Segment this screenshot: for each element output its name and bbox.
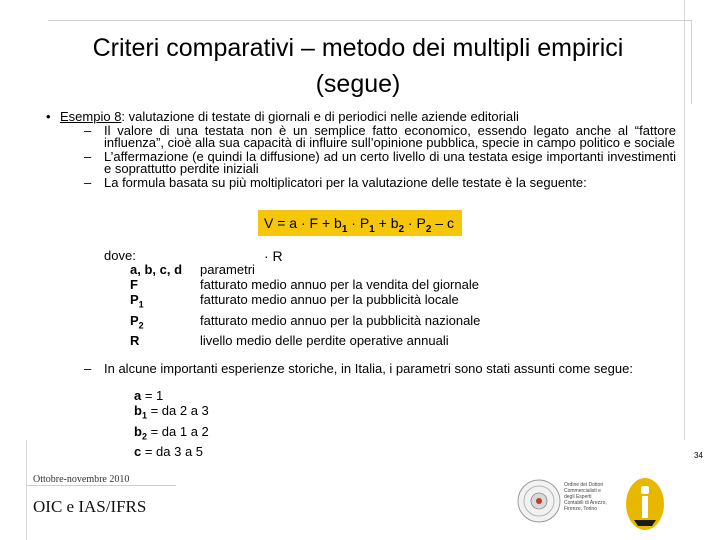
parameter-row: c = da 3 a 5 [134,444,204,460]
definition-text: fatturato medio annuo per la pubblicità nazionale [200,312,481,328]
page-number: 34 [694,451,703,460]
footer-date: Ottobre-novembre 2010 [33,474,130,485]
definition-row [130,262,560,277]
history-text: In alcune importanti esperienze storiche, in Italia, i parametri sono stati assunti come segue: [104,361,633,376]
definition-text: parametri [200,262,255,277]
example-description: : valutazione di testate di giornali e di periodici nelle aziende editoriali [121,109,519,124]
parameter-row: $b_1$ = da 2 a 3 [134,403,209,421]
definition-text: fatturato medio annuo per la pubblicità locale [200,292,459,307]
footer-divider [26,485,176,486]
order-seal-logo-icon [516,478,562,524]
definitions-table [130,262,560,348]
footer-brand: OIC e IAS/IFRS [33,497,147,516]
slide-body [46,111,676,189]
parameter-row: a = 1 [134,388,164,403]
parameter-row: $b_2$ = da 1 a 2 [134,423,209,442]
sub-item-text: La formula basata su più moltiplicatori per la valutazione delle testate è la seguente: [104,175,587,190]
footer-frame [26,440,177,540]
slide-title: Criteri comparativi – metodo dei multipli empirici (segue) [92,34,624,98]
definition-symbol: $P_2$ [130,312,144,331]
oic-logo-icon [624,476,666,532]
definition-symbol: R [130,333,140,349]
definition-symbol: F [130,277,138,292]
definition-symbol: a, b, c, d [130,262,183,277]
definition-row [130,292,560,313]
definition-row [130,277,560,292]
sub-item-2: – L’affermazione (e quindi la diffusione) ad un certo livello di una testata esige importanti investimenti e soprattutto perdite iniziali [84,149,676,176]
definition-text: livello medio delle perdite operative annuali [200,333,449,349]
definition-row [130,333,560,348]
sub-item-1: – Il valore di una testata non è un semplice fatto economico, essendo legato anche al “fattore influenza”, cioè alla sua capacità di influire sull’opinione pubblica, specie in campo politico e sociale [84,123,676,150]
definition-text: fatturato medio annuo per la vendita del giornale [200,277,479,292]
sub-item-text: L’affermazione (e quindi la diffusione) ad un certo livello di una testata esige importanti investimenti e soprattutto perdite iniziali [104,149,676,176]
sub-item-3: – La formula basata su più moltiplicatori per la valutazione delle testate è la seguente: [84,175,587,190]
bullet-text [60,111,519,123]
order-logo-caption: Ordine dei Dottori Commercialisti e degli Esperti Contabili di Arezzo, Firenze, Torino [564,482,607,512]
definition-symbol: $P_1$ [130,292,144,310]
example-label: Esempio 8 [60,109,122,124]
definition-row [130,313,560,334]
dove-label: dove: [104,248,136,263]
history-note: – In alcune importanti esperienze storiche, in Italia, i parametri sono stati assunti come segue: [84,362,676,375]
bullet-dot: • [46,109,51,124]
bullet-example [46,111,676,123]
sub-item-text: Il valore di una testata non è un semplice fatto economico, essendo legato anche al “fattore influenza”, cioè alla sua capacità di influire sull’opinione pubblica, specie in campo politico e sociale [104,123,676,150]
valuation-formula: $V = a \cdot F + b_1 \cdot P_1 + b_2 \cdot P_2 - c \cdot R$ [258,210,462,236]
